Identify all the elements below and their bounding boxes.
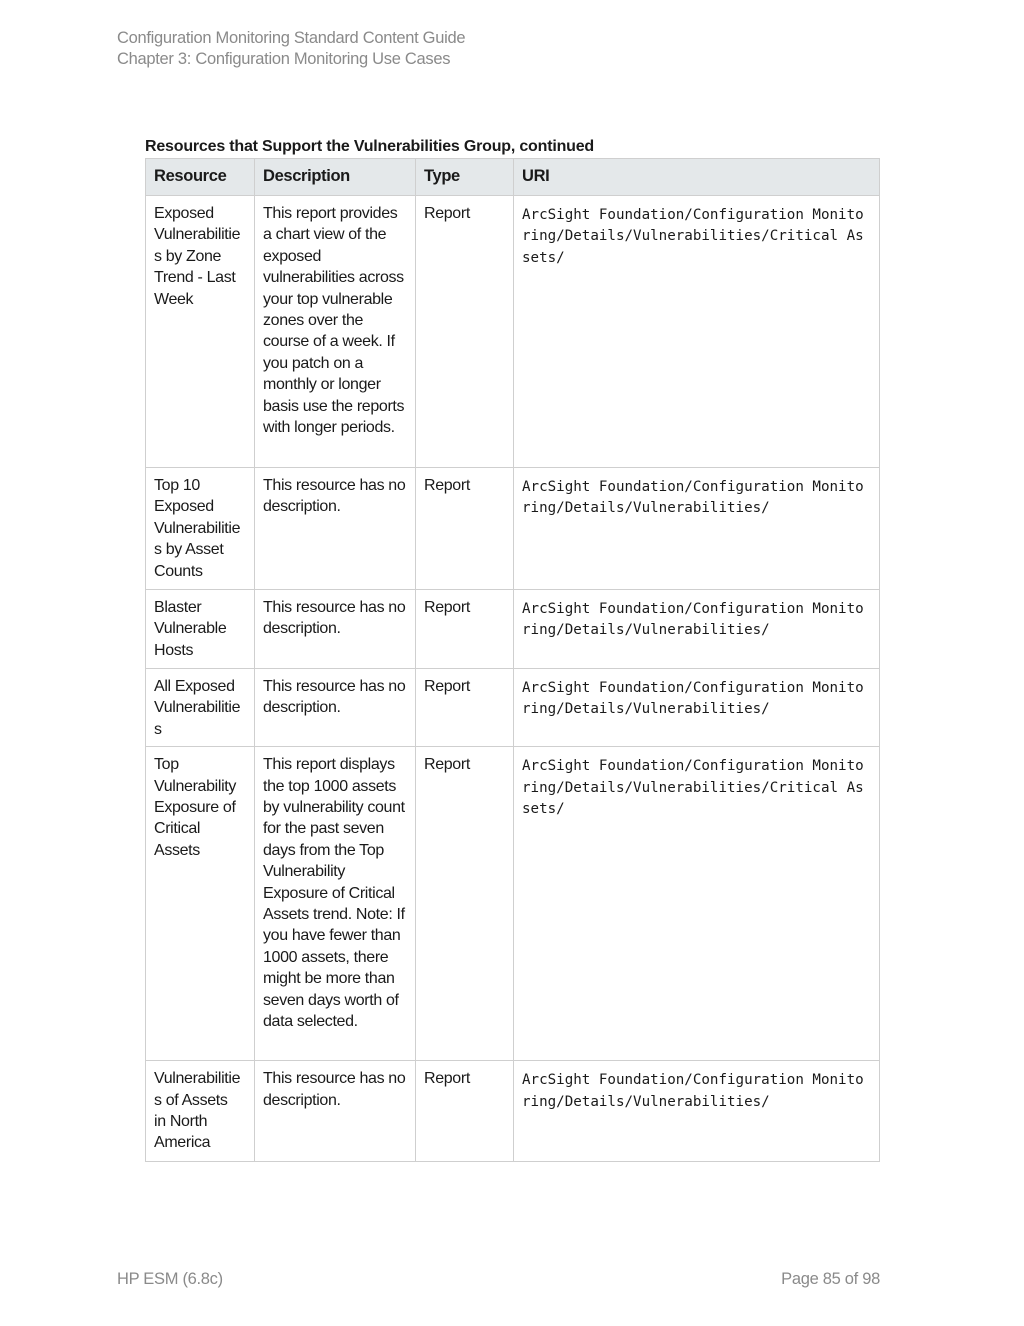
resource-type: Report: [416, 669, 514, 747]
resource-name: Top 10 Exposed Vulnerabilitie s by Asset Counts: [146, 468, 255, 590]
table-row: [146, 468, 880, 590]
resource-description: This resource has no description.: [255, 468, 416, 590]
resource-uri: ArcSight Foundation/Configuration Monitoring/Details/Vulnerabilities/: [514, 669, 880, 747]
resource-uri: ArcSight Foundation/Configuration Monitoring/Details/Vulnerabilities/: [514, 468, 880, 590]
resource-uri: ArcSight Foundation/Configuration Monitoring/Details/Vulnerabilities/Critical Assets/: [514, 747, 880, 1061]
resource-description: This resource has no description.: [255, 1061, 416, 1162]
table-row: [146, 747, 880, 1061]
guide-title: Configuration Monitoring Standard Content Guide: [117, 29, 466, 47]
resource-name: Blaster Vulnerable Hosts: [146, 590, 255, 669]
resource-name: Vulnerabilitie s of Assets in North America: [146, 1061, 255, 1162]
resource-name: All Exposed Vulnerabilitie s: [146, 669, 255, 747]
table-row: [146, 590, 880, 669]
running-header: [117, 28, 465, 70]
resource-name: Exposed Vulnerabilitie s by Zone Trend - Last Week: [146, 196, 255, 468]
table-row: [146, 1061, 880, 1162]
footer-page-number: Page 85 of 98: [781, 1270, 880, 1288]
resource-uri: ArcSight Foundation/Configuration Monitoring/Details/Vulnerabilities/: [514, 1061, 880, 1162]
column-header-type: Type: [416, 159, 514, 196]
resource-type: Report: [416, 590, 514, 669]
table-caption: Resources that Support the Vulnerabilities Group, continued: [145, 138, 594, 155]
resource-description: This resource has no description.: [255, 590, 416, 669]
column-header-description: Description: [255, 159, 416, 196]
table-header-row: [146, 159, 880, 196]
resource-description: This report displays the top 1000 assets by vulnerability count for the past seven days from the Top Vulnerability Exposure of Critical Assets trend. Note: If you have fewer than 1000 assets, there might be more than seven days worth of data selected.: [255, 747, 416, 1061]
table-row: [146, 196, 880, 468]
resource-type: Report: [416, 468, 514, 590]
table-row: [146, 669, 880, 747]
resource-name: Top Vulnerability Exposure of Critical Assets: [146, 747, 255, 1061]
footer-product: HP ESM (6.8c): [117, 1270, 223, 1288]
resource-description: This resource has no description.: [255, 669, 416, 747]
resources-table: [145, 158, 880, 1162]
resource-uri: ArcSight Foundation/Configuration Monitoring/Details/Vulnerabilities/: [514, 590, 880, 669]
column-header-resource: Resource: [146, 159, 255, 196]
chapter-title: Chapter 3: Configuration Monitoring Use Cases: [117, 50, 451, 68]
resource-description: This report provides a chart view of the exposed vulnerabilities across your top vulnerable zones over the course of a week. If you patch on a monthly or longer basis use the reports with longer periods.: [255, 196, 416, 468]
resource-uri: ArcSight Foundation/Configuration Monitoring/Details/Vulnerabilities/Critical Assets/: [514, 196, 880, 468]
resource-type: Report: [416, 196, 514, 468]
column-header-uri: URI: [514, 159, 880, 196]
resource-type: Report: [416, 747, 514, 1061]
resource-type: Report: [416, 1061, 514, 1162]
